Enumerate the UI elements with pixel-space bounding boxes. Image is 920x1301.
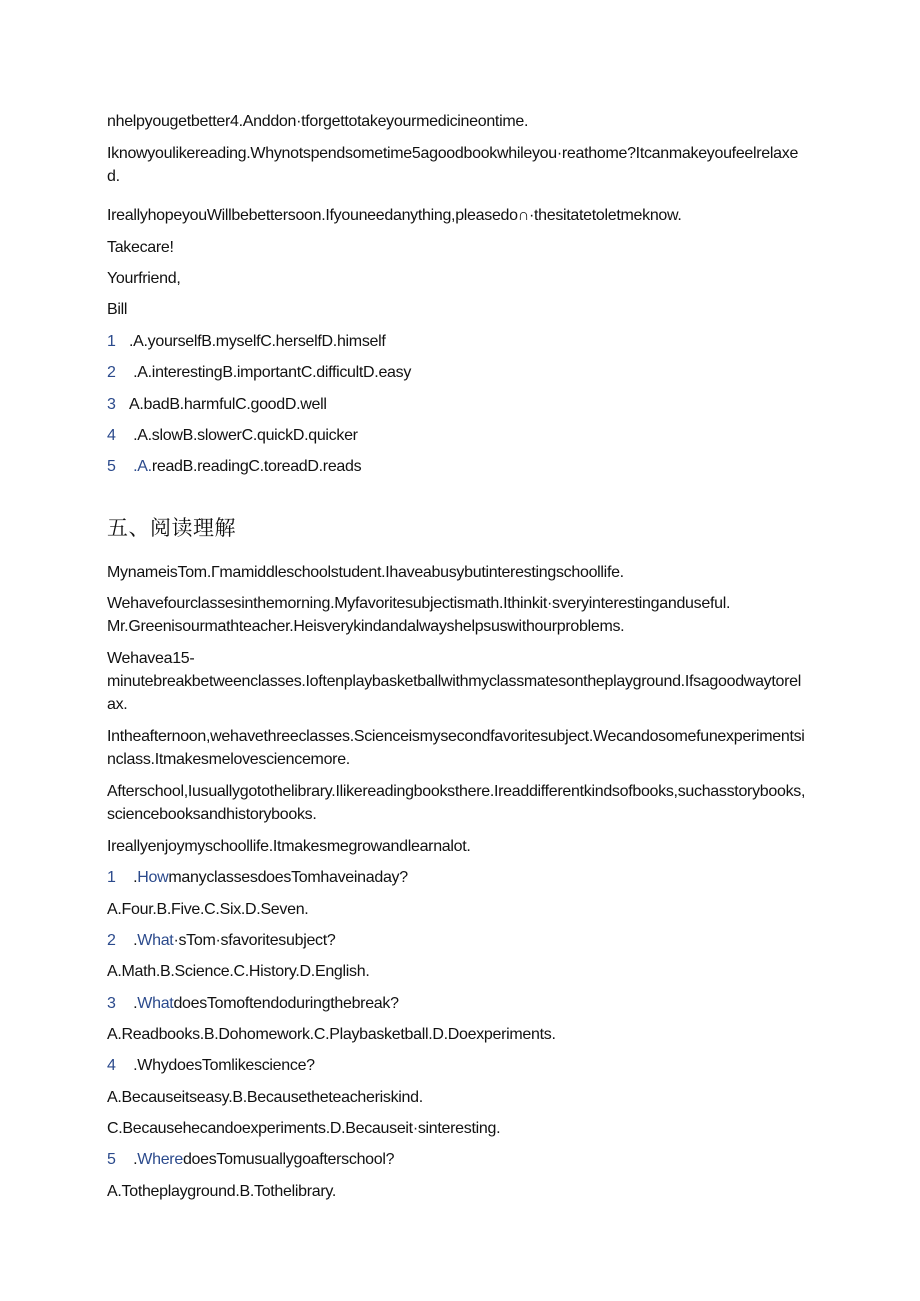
cloze-number: 2	[107, 364, 116, 381]
question-5	[107, 1148, 394, 1171]
cloze-option-5	[107, 455, 361, 478]
question-1-options: A.Four.B.Five.C.Six.D.Seven.	[107, 901, 309, 918]
question-prefix: .	[129, 1151, 138, 1168]
cloze-option-text: A.badB.harmfulC.goodD.well	[129, 396, 327, 413]
question-word: What	[137, 932, 174, 949]
question-number: 4	[107, 1057, 116, 1074]
question-word: Where	[137, 1151, 183, 1168]
passage-paragraph-3a: Wehavea15-	[107, 650, 195, 667]
cloze-number: 5	[107, 458, 116, 475]
question-text: manyclassesdoesTomhaveinaday?	[168, 869, 408, 886]
cloze-option-text: readB.readingC.toreadD.reads	[151, 458, 362, 475]
question-3	[107, 992, 399, 1015]
question-text: WhydoesTomlikescience?	[137, 1057, 315, 1074]
question-4	[107, 1054, 315, 1077]
question-4-options-b: C.Becausehecandoexperiments.D.Becauseit·sinteresting.	[107, 1120, 501, 1137]
question-prefix: .	[129, 995, 138, 1012]
question-text: ·sTom·sfavoritesubject?	[173, 932, 336, 949]
letter-line-3: IreallyhopeyouWillbebettersoon.Ifyouneedanything,pleasedo∩·thesitatetoletmeknow.	[107, 207, 682, 224]
question-4-options-a: A.Becauseitseasy.B.Becausetheteacheriskind.	[107, 1089, 423, 1106]
question-number: 5	[107, 1151, 116, 1168]
question-prefix: .	[129, 1057, 138, 1074]
cloze-option-text: .A.interestingB.importantC.difficultD.easy	[129, 364, 412, 381]
passage-paragraph-1: MynameisTom.Гmamiddleschoolstudent.Ihaveabusybutinterestingschoollife.	[107, 564, 624, 581]
question-5-options: A.Totheplayground.B.Tothelibrary.	[107, 1183, 337, 1200]
letter-closing: Takecare!	[107, 239, 174, 256]
letter-signoff: Yourfriend,	[107, 270, 181, 287]
passage-paragraph-2b: Mr.Greenisourmathteacher.Heisverykindandalwayshelpsuswithourproblems.	[107, 618, 625, 635]
question-prefix: .	[129, 932, 138, 949]
question-text: doesTomoftendoduringthebreak?	[173, 995, 399, 1012]
cloze-option-text: .A.yourselfB.myselfC.herselfD.himself	[129, 333, 386, 350]
cloze-number: 4	[107, 427, 116, 444]
question-word: What	[137, 995, 174, 1012]
cloze-number: 3	[107, 396, 116, 413]
question-prefix: .	[129, 869, 138, 886]
question-number: 2	[107, 932, 116, 949]
question-2-options: A.Math.B.Science.C.History.D.English.	[107, 963, 370, 980]
passage-paragraph-6: Ireallyenjoymyschoollife.Itmakesmegrowandlearnalot.	[107, 838, 471, 855]
passage-paragraph-2a: Wehavefourclassesinthemorning.Myfavoritesubjectismath.Ithinkit·sveryinterestinganduseful.	[107, 595, 731, 612]
passage-paragraph-5: Afterschool,Iusuallygotothelibrary.Ilikereadingbooksthere.Ireaddifferentkindsofbooks,suchasstorybooks,sciencebooksandhistorybooks.	[107, 783, 806, 823]
cloze-number: 1	[107, 333, 116, 350]
cloze-option-1	[107, 330, 386, 353]
letter-signature: Bill	[107, 301, 128, 318]
letter-line-1: nhelpyougetbetter4.Anddon·tforgettotakeyourmedicineontime.	[107, 113, 529, 130]
passage-paragraph-3b: minutebreakbetweenclasses.Ioftenplaybasketballwithmyclassmatesontheplayground.Ifsagoodwaytorelax.	[107, 673, 801, 713]
section-heading: 五、阅读理解	[107, 516, 236, 540]
cloze-option-4	[107, 424, 358, 447]
letter-line-2: Iknowyoulikereading.Whynotspendsometime5agoodbookwhileyou·reathome?Itcanmakeyoufeelrelaxed.	[107, 145, 799, 185]
passage-paragraph-4: Intheafternoon,wehavethreeclasses.Scienceismysecondfavoritesubject.Wecandosomefunexperimentsinclass.Itmakesmelovesciencemore.	[107, 728, 805, 768]
cloze-option-prefix: .A.	[129, 458, 152, 475]
question-1	[107, 866, 408, 889]
question-number: 3	[107, 995, 116, 1012]
question-2	[107, 929, 336, 952]
question-text: doesTomusuallygoafterschool?	[182, 1151, 395, 1168]
cloze-option-2	[107, 361, 411, 384]
question-word: How	[137, 869, 169, 886]
cloze-option-text: .A.slowB.slowerC.quickD.quicker	[129, 427, 358, 444]
question-3-options: A.Readbooks.B.Dohomework.C.Playbasketball.D.Doexperiments.	[107, 1026, 556, 1043]
cloze-option-3	[107, 393, 327, 416]
question-number: 1	[107, 869, 116, 886]
